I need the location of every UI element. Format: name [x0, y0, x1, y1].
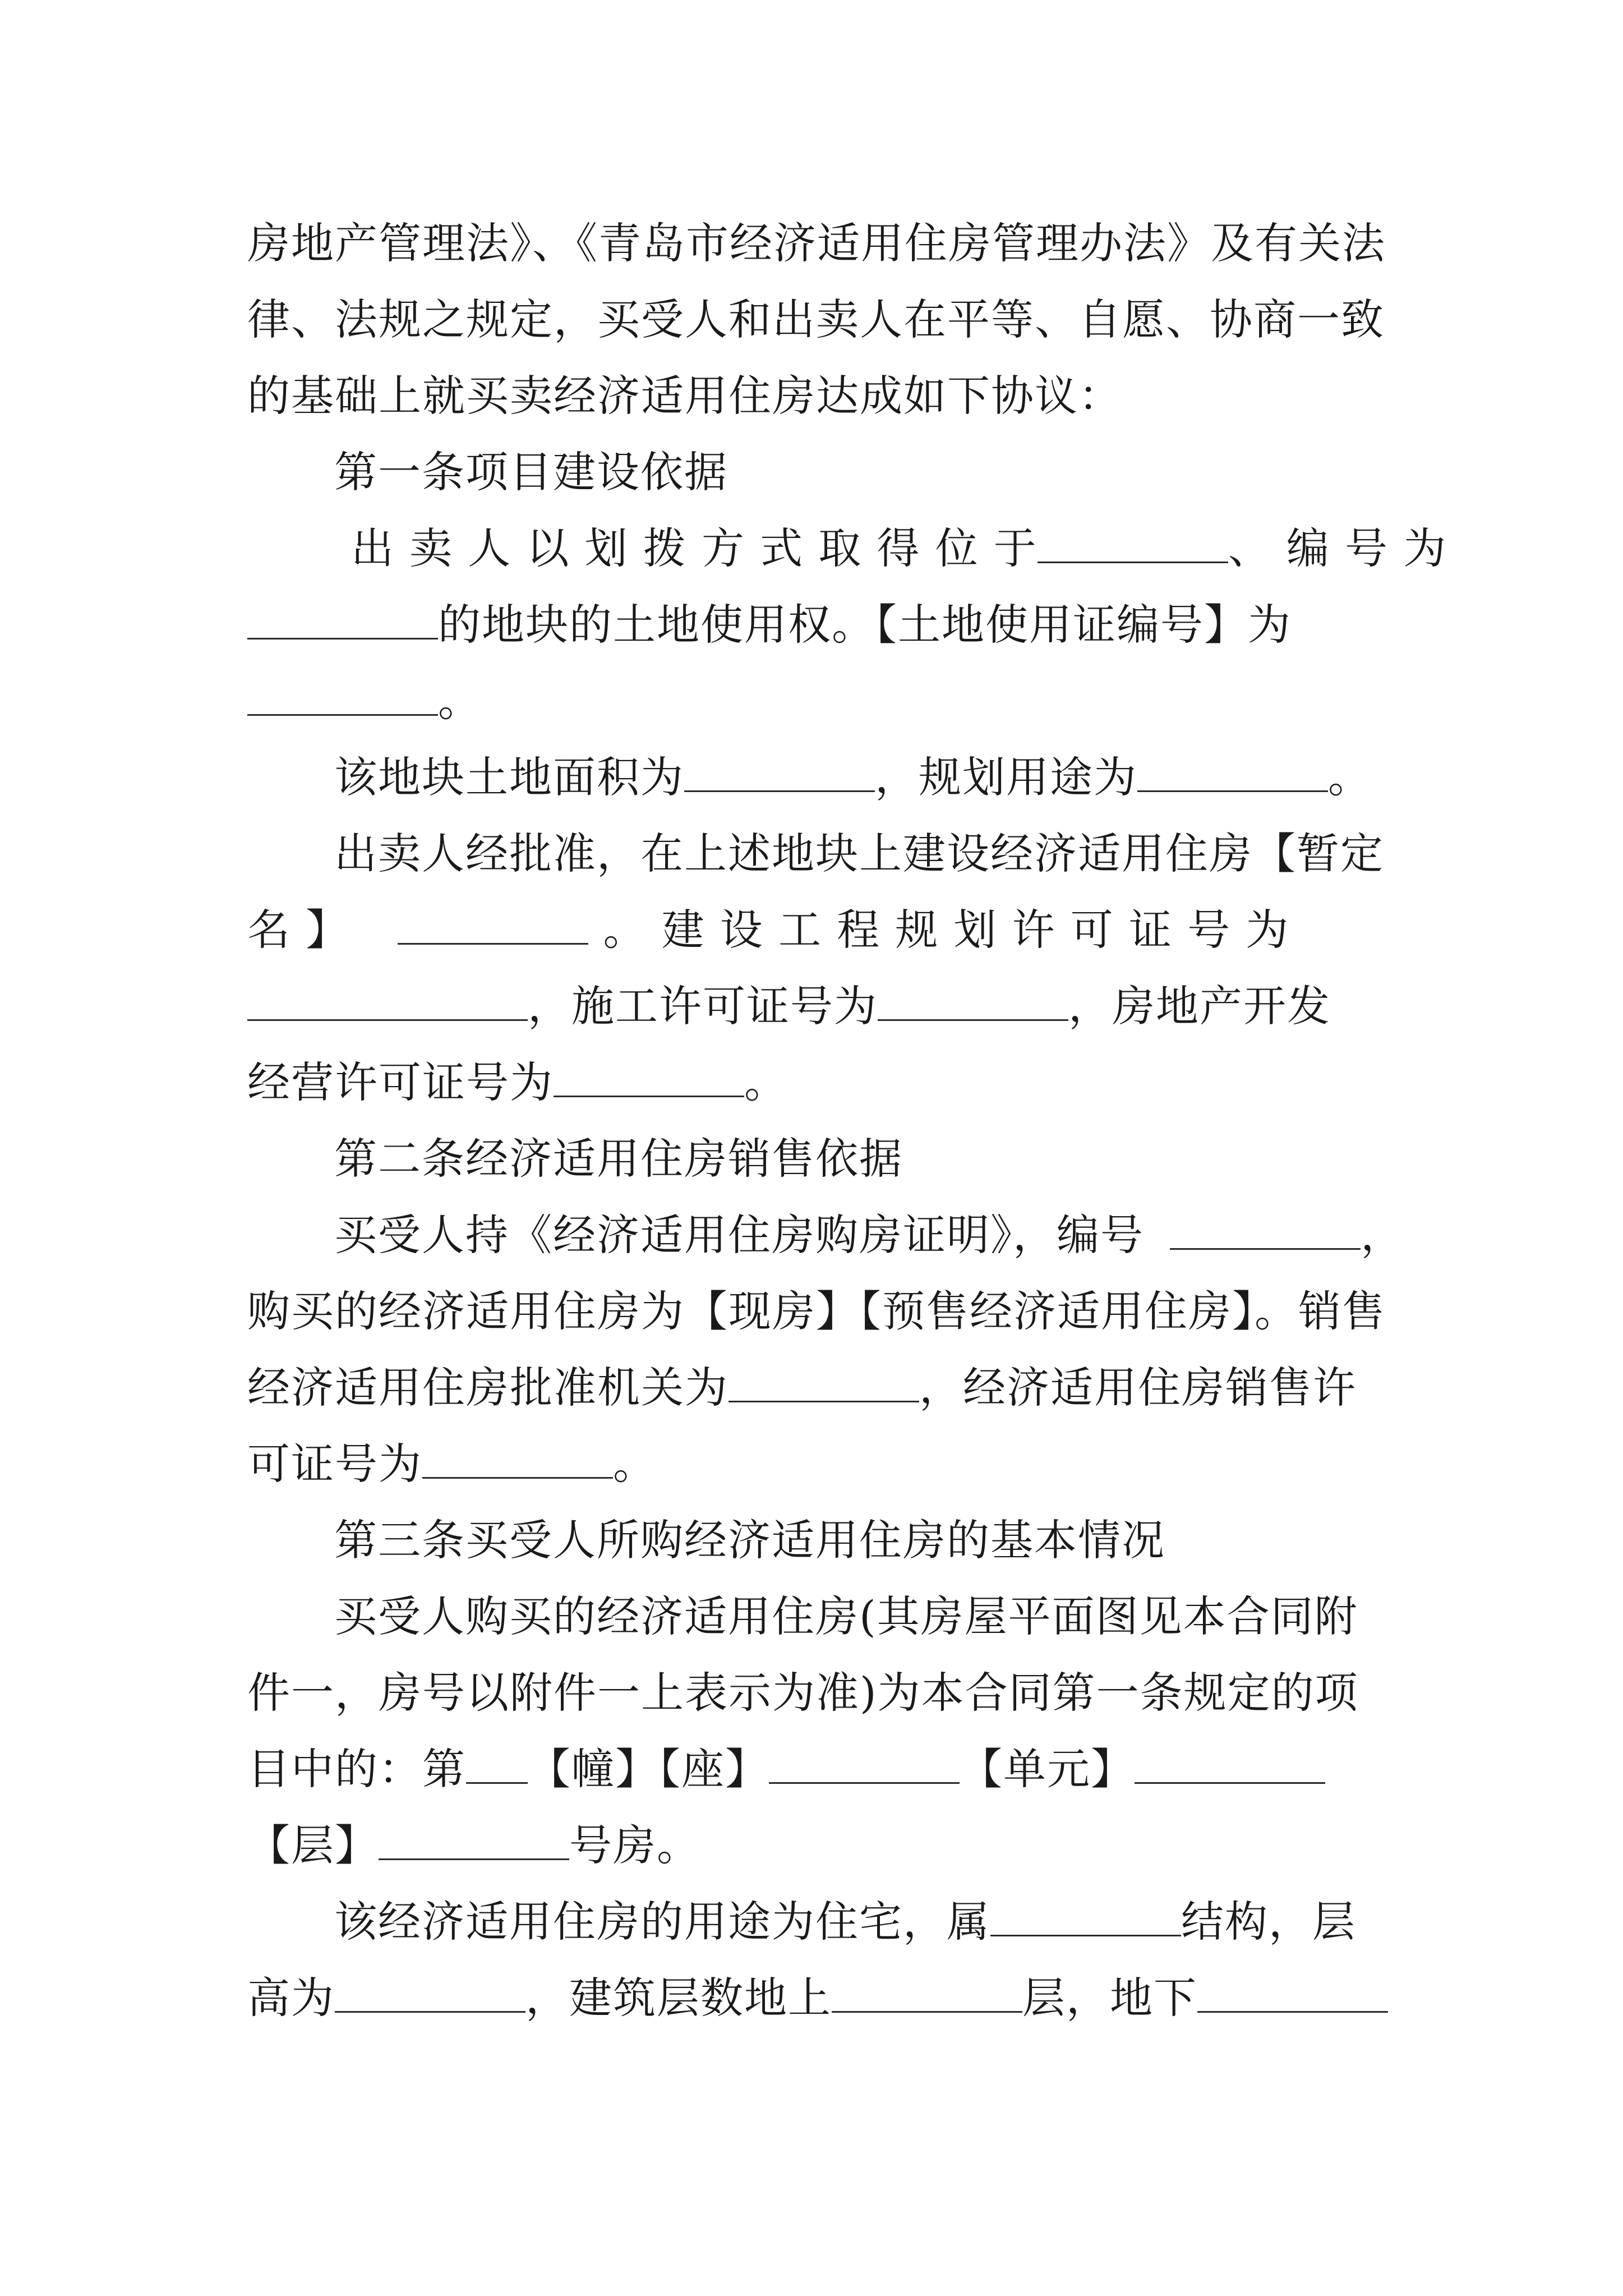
line-text: 的地块的土地使用权。【土地使用证编号】为	[438, 600, 1292, 650]
line-text: 出 卖 人 以 划 拨 方 式 取 得 位 于	[351, 523, 1038, 573]
text-line	[247, 1665, 1359, 1721]
line-text: 。	[613, 1439, 657, 1489]
text-line	[247, 597, 1292, 653]
fill-blank	[769, 1749, 960, 1784]
heading-text: 第二条经济适用住房销售依据	[334, 1134, 903, 1184]
line-text: 。	[438, 676, 482, 726]
heading-text: 第一条项目建设依据	[334, 447, 728, 497]
line-text: 买受人持《经济适用住房购房证明》，编号	[334, 1210, 1144, 1260]
article-heading	[334, 1131, 903, 1187]
line-text: 经济适用住房批准机关为	[247, 1363, 728, 1412]
text-line	[247, 1741, 1325, 1797]
fill-blank	[379, 1825, 569, 1860]
text-line	[247, 215, 1386, 272]
fill-blank	[990, 1901, 1181, 1936]
line-text: 件一，房号以附件一上表示为准)为本合同第一条规定的项	[247, 1668, 1359, 1718]
line-text: 购买的经济适用住房为【现房】【预售经济适用住房】。销售	[247, 1286, 1386, 1336]
text-line	[247, 1818, 700, 1874]
fill-blank	[247, 680, 438, 716]
line-text: 层，地下	[1022, 1973, 1197, 2023]
fill-blank	[1135, 1749, 1325, 1784]
fill-blank	[1197, 1977, 1388, 2013]
fill-blank	[247, 604, 438, 639]
line-text: 可证号为	[247, 1439, 422, 1489]
fill-blank	[466, 1749, 528, 1784]
fill-blank	[247, 986, 528, 1021]
line-text: 【单元】	[960, 1744, 1135, 1794]
text-line	[247, 1055, 788, 1111]
heading-text: 第三条买受人所购经济适用住房的基本情况	[334, 1515, 1165, 1565]
line-text: 。 建 设 工 程 规 划 许 可 证 号 为	[603, 905, 1290, 955]
text-line	[334, 1894, 1356, 1950]
line-text: 经营许可证号为	[247, 1057, 554, 1107]
line-text: 律、法规之规定，买受人和出卖人在平等、自愿、协商一致	[247, 295, 1385, 344]
fill-blank	[728, 1367, 919, 1402]
text-line	[247, 1360, 1357, 1416]
text-line	[247, 1436, 657, 1492]
line-text: ，房地产开发	[1068, 981, 1331, 1031]
fill-blank	[335, 1977, 525, 2013]
fill-blank	[878, 986, 1068, 1021]
text-line	[334, 1589, 1358, 1645]
fill-blank	[422, 1443, 613, 1479]
text-line	[247, 673, 482, 729]
fill-blank	[1038, 528, 1228, 563]
article-heading	[334, 1512, 1165, 1568]
line-text: 目中的：第	[247, 1744, 466, 1794]
line-text: 名 】	[247, 905, 350, 955]
text-line	[247, 978, 1331, 1034]
line-text: 【层】	[247, 1820, 379, 1870]
text-line	[334, 826, 1384, 882]
fill-blank	[1137, 757, 1328, 792]
line-text: 高为	[247, 1973, 335, 2023]
fill-blank	[398, 909, 588, 945]
article-heading	[334, 444, 728, 500]
text-line	[247, 368, 1122, 424]
line-text: 。	[744, 1057, 788, 1107]
text-line	[351, 521, 1447, 577]
line-text: 、 编 号 为	[1228, 523, 1447, 573]
line-text: 房地产管理法》、《青岛市经济适用住房管理办法》及有关法	[247, 218, 1386, 268]
text-line	[334, 1207, 1404, 1263]
text-line	[247, 1283, 1386, 1340]
line-text: ，建筑层数地上	[525, 1973, 832, 2023]
fill-blank	[1170, 1214, 1361, 1250]
text-line	[247, 292, 1385, 348]
fill-blank	[832, 1977, 1022, 2013]
line-text: 该地块土地面积为	[334, 752, 684, 802]
line-text: 买受人购买的经济适用住房(其房屋平面图见本合同附	[334, 1591, 1358, 1641]
fill-blank	[554, 1062, 744, 1097]
line-text: 。	[1328, 752, 1372, 802]
line-text: 出卖人经批准，在上述地块上建设经济适用住房【暂定	[334, 829, 1384, 878]
line-text: 该经济适用住房的用途为住宅，属	[334, 1897, 990, 1947]
line-text: ，	[1361, 1210, 1405, 1260]
text-line	[334, 749, 1372, 806]
line-text: ，施工许可证号为	[528, 981, 878, 1031]
text-line	[247, 1970, 1388, 2026]
line-text: 结构，层	[1181, 1897, 1356, 1947]
line-text: 的基础上就买卖经济适用住房达成如下协议：	[247, 371, 1122, 421]
line-text: ，规划用途为	[875, 752, 1137, 802]
fill-blank	[684, 757, 875, 792]
line-text: 号房。	[569, 1820, 700, 1870]
text-line	[247, 902, 1289, 958]
line-text: 【幢】【座】	[528, 1744, 769, 1794]
line-text: ，经济适用住房销售许	[919, 1363, 1357, 1412]
